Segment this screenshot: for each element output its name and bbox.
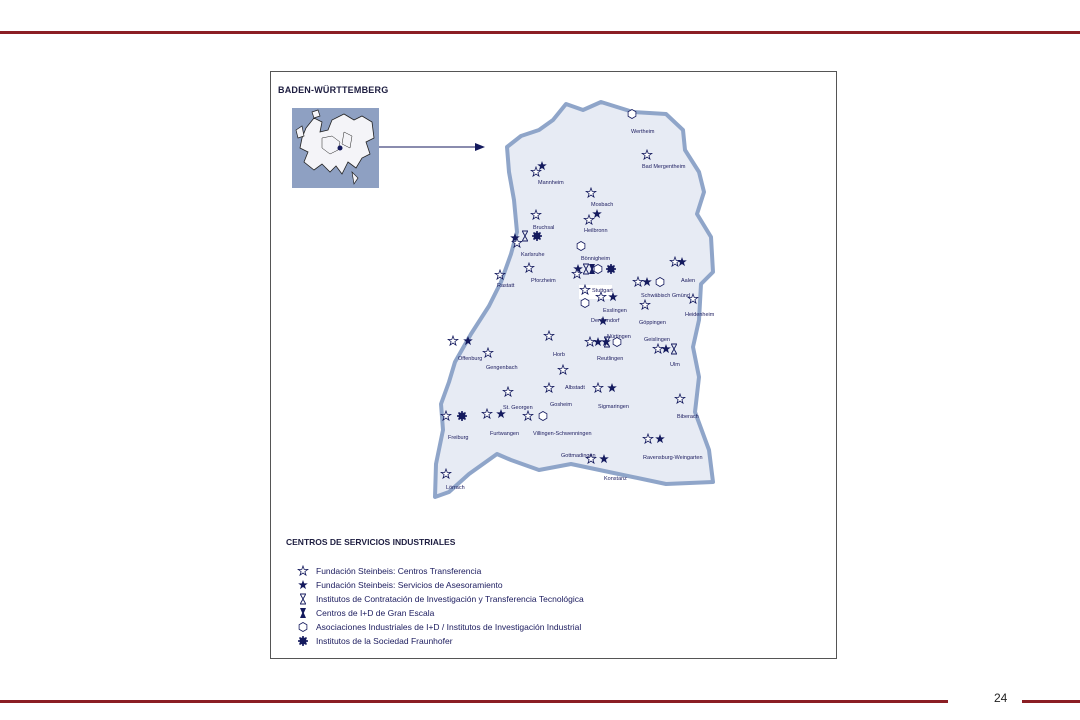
place-label-nurtingen: Nürtingen [607,334,631,340]
hourglass-filled-icon [297,607,309,619]
bottom-rule-right [1022,700,1080,703]
place-label-aalen: Aalen [681,278,696,284]
place-label-furtwangen: Furtwangen [490,431,520,437]
place-label-karlsruhe: Karlsruhe [521,252,545,258]
hourglass-outline-icon [297,593,309,605]
star-filled-icon [297,579,309,591]
place-label-konstanz: Konstanz [604,476,627,482]
place-label-st-georgen: St. Georgen [503,405,533,411]
gear-filled-icon [297,635,309,647]
place-label-goppingen: Göppingen [639,320,666,326]
legend-item-label: Fundación Steinbeis: Servicios de Asesoramiento [316,580,503,590]
place-label-wertheim: Wertheim [631,129,655,135]
place-label-offenburg: Offenburg [458,356,483,362]
legend-item-label: Institutos de Contratación de Investigación y Transferencia Tecnológica [316,594,584,604]
legend-item-label: Centros de I+D de Gran Escala [316,608,435,618]
place-label-heilbronn: Heilbronn [584,228,608,234]
place-label-gengenbach: Gengenbach [486,365,518,371]
page-number: 24 [994,691,1008,705]
place-label-pforzheim: Pforzheim [531,278,556,284]
place-label-freiburg: Freiburg [448,435,469,441]
place-label-esslingen: Esslingen [603,308,627,314]
map-figure [270,71,837,659]
legend-item-label: Fundación Steinbeis: Centros Transferencia [316,566,482,576]
place-label-mannheim: Mannheim [538,180,564,186]
place-label-sigmaringen: Sigmaringen [598,404,629,410]
place-label-horb: Horb [553,352,565,358]
place-label-gottmadingen: Gottmadingen [561,453,596,459]
place-label-schwabisch-gmund: Schwäbisch Gmünd [641,293,690,299]
europe-inset-map [292,108,379,188]
place-label-geislingen: Geislingen [644,337,670,343]
place-label-bonnigheim: Bönnigheim [581,256,611,262]
place-label-lorrach: Lörrach [446,485,465,491]
place-label-heidenheim: Heidenheim [685,312,715,318]
place-label-rastatt: Rastatt [497,283,515,289]
place-label-villingen-schwenningen: Villingen-Schwenningen [533,431,592,437]
star-outline-icon [297,565,309,577]
map-title: BADEN-WÜRTTEMBERG [278,85,389,95]
place-label-biberach: Biberach [677,414,699,420]
inset-pointer-arrow-icon [475,143,485,151]
place-label-stuttgart: Stuttgart [592,288,613,294]
place-label-bad-mergentheim: Bad Mergentheim [642,164,686,170]
place-label-gosheim: Gosheim [550,402,573,408]
place-label-bruchsal: Bruchsal [533,225,555,231]
top-rule [0,31,1080,34]
legend-title: CENTROS DE SERVICIOS INDUSTRIALES [286,537,456,547]
place-label-reutlingen: Reutlingen [597,356,624,362]
place-label-mosbach: Mosbach [591,202,614,208]
bottom-rule-left [0,700,948,703]
legend-item-label: Asociaciones Industriales de I+D / Institutos de Investigación Industrial [316,622,582,632]
place-label-ulm: Ulm [670,362,680,368]
legend-item-label: Institutos de la Sociedad Fraunhofer [316,636,453,646]
place-label-denkendorf: Denkendorf [591,318,620,324]
place-label-albstadt: Albstadt [565,385,585,391]
hexagon-outline-icon [297,621,309,633]
place-label-ravensburg-weingarten: Ravensburg-Weingarten [643,455,703,461]
